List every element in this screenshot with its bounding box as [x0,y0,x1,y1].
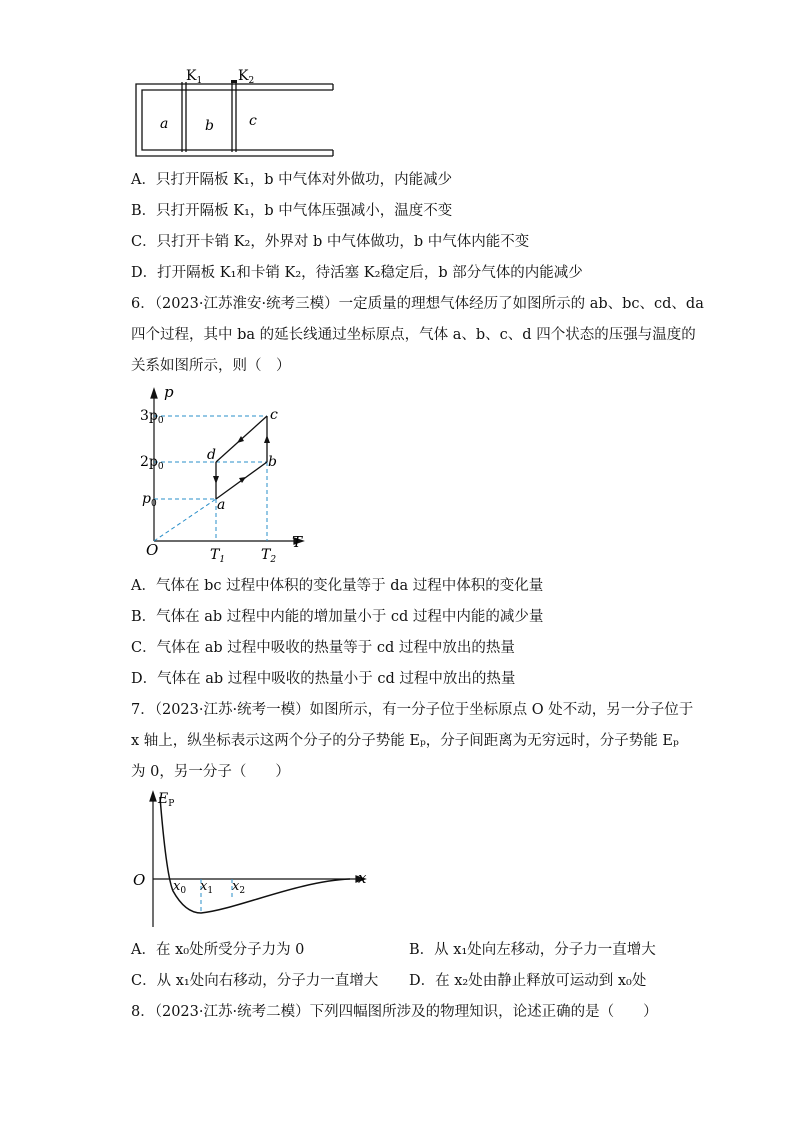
x-tick-t2: $T_2$ [261,547,277,565]
q7-stem-line3: 为 0，另一分子（ ） [131,764,290,780]
q5-option-b: B．只打开隔板 K₁，b 中气体压强减小，温度不变 [131,203,453,219]
x0-label: $x_0$ [173,879,187,896]
q6-option-d: D．气体在 ab 过程中吸收的热量小于 cd 过程中放出的热量 [131,671,516,687]
chamber-c-label: c [249,113,257,129]
ep-x-diagram [128,787,378,935]
q5-option-d: D．打开隔板 K₁和卡销 K₂，待活塞 K₂稳定后，b 部分气体的内能减少 [131,265,583,281]
state-c-label: c [270,407,278,423]
origin-label: O [146,541,159,559]
x2-label: $x_2$ [232,879,246,896]
y-tick-p0: $p_0$ [142,491,157,509]
p-axis-label: p [164,383,174,401]
cylinder-figure [130,64,345,159]
chamber-b-label: b [205,118,214,134]
q5-option-a: A．只打开隔板 K₁，b 中气体对外做功，内能减少 [131,172,453,188]
state-b-label: b [268,454,277,470]
q8-stem: 8．（2023·江苏·统考二模）下列四幅图所涉及的物理知识，论述正确的是（ ） [131,1004,658,1020]
q7-option-a: A．在 x₀处所受分子力为 0 [131,942,305,958]
state-d-label: d [207,447,216,463]
state-a-label: a [217,497,226,513]
k2-label: $K_2$ [238,68,255,86]
x-axis-label: x [358,869,367,887]
q6-stem-line1: 6．（2023·江苏淮安·统考三模）一定质量的理想气体经历了如图所示的 ab、bc、cd、da [131,296,704,312]
q6-option-c: C．气体在 ab 过程中吸收的热量等于 cd 过程中放出的热量 [131,640,515,656]
chamber-a-label: a [160,116,169,132]
q7-option-b: B．从 x₁处向左移动，分子力一直增大 [409,942,656,958]
q6-stem-line3: 关系如图所示，则（ ） [131,358,291,374]
q7-option-c: C．从 x₁处向右移动，分子力一直增大 [131,973,379,989]
y-tick-2p0: $2p_0$ [140,454,164,472]
q7-stem-line1: 7．（2023·江苏·统考一模）如图所示，有一分子位于坐标原点 O 处不动，另一分子位于 [131,702,694,718]
q5-option-c: C．只打开卡销 K₂，外界对 b 中气体做功，b 中气体内能不变 [131,234,530,250]
q6-option-b: B．气体在 ab 过程中内能的增加量小于 cd 过程中内能的减少量 [131,609,544,625]
t-axis-label: T [292,533,303,551]
q7-stem-line2: x 轴上，纵坐标表示这两个分子的分子势能 Eₚ，分子间距离为无穷远时，分子势能 Eₚ [131,733,679,749]
q6-stem-line2: 四个过程，其中 ba 的延长线通过坐标原点，气体 a、b、c、d 四个状态的压强与温度的 [131,327,696,343]
q7-option-d: D．在 x₂处由静止释放可运动到 x₀处 [409,973,647,989]
x1-label: $x_1$ [200,879,214,896]
p-t-diagram [140,383,315,568]
ep-axis-label: $E_P$ [158,791,175,809]
q6-option-a: A．气体在 bc 过程中体积的变化量等于 da 过程中体积的变化量 [131,578,544,594]
k1-label: $K_1$ [186,68,203,86]
y-tick-3p0: $3p_0$ [140,408,164,426]
origin-label: O [133,871,146,889]
x-tick-t1: $T_1$ [210,547,226,565]
